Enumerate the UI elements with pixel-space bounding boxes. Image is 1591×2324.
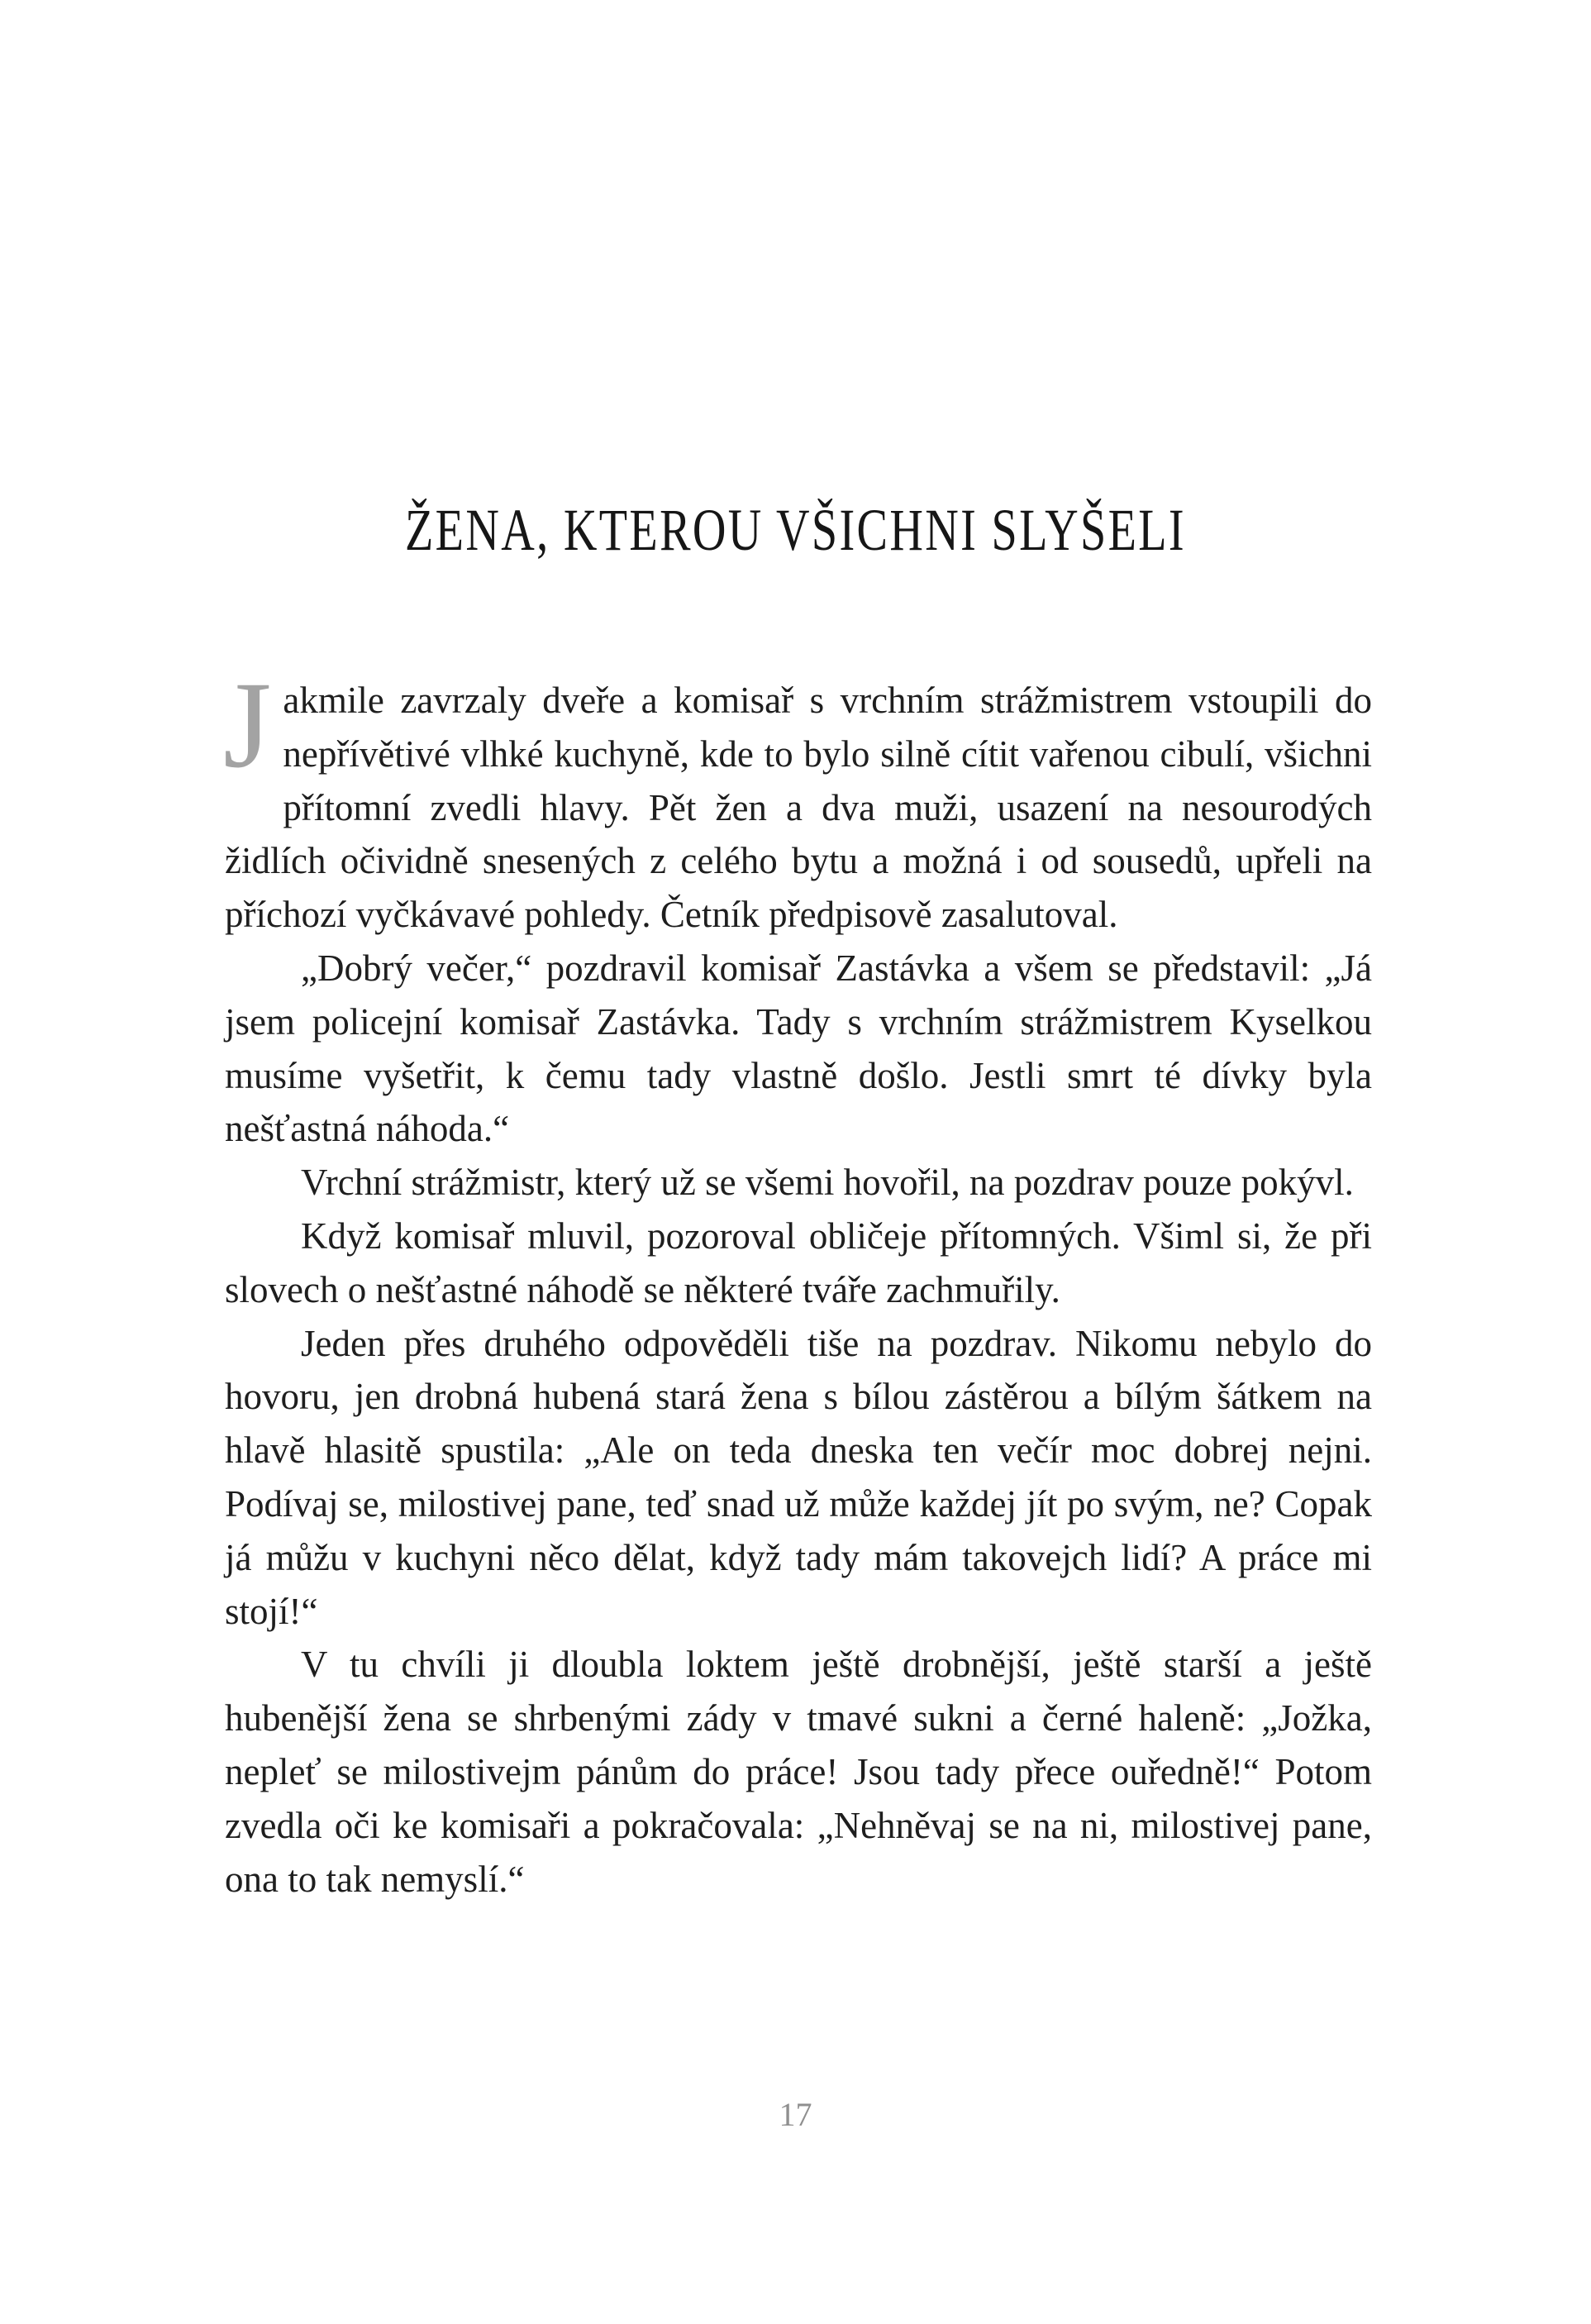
paragraph-6: V tu chvíli ji dloubla loktem ještě drobnější, ještě starší a ještě hubenější žena se shrbenými zády v tmavé sukni a černé haleně: „Jožka, nepleť se milostivejm pánům do práce! Jsou tady přece ouředně!“ Potom zvedla oči ke komisaři a pokračovala: „Nehněvaj se na ni, milostivej pane, ona to tak nemyslí.“: [225, 1644, 1372, 1900]
paragraph-4: Když komisař mluvil, pozoroval obličeje přítomných. Všiml si, že při slovech o nešťastné náhodě se některé tváře zachmuřily.: [225, 1214, 1372, 1310]
drop-cap: J: [223, 656, 272, 794]
paragraph-1-text: akmile zavrzaly dveře a komisař s vrchním strážmistrem vstoupili do nepřívětivé vlhké kuchyně, kde to bylo silně cítit vařenou cibulí, všichni přítomní zvedli hlavy. Pět žen a dva muži, usazení na nesourodých židlích očividně snesených z celého bytu a možná i od sousedů, upřeli na příchozí vyčkávavé pohledy. Četník předpisově zasalutoval.: [225, 680, 1372, 936]
page-number: 17: [779, 2096, 812, 2133]
paragraph-2: „Dobrý večer,“ pozdravil komisař Zastávka a všem se představil: „Já jsem policejní komisař Zastávka. Tady s vrchním strážmistrem Kyselkou musíme vyšetřit, k čemu tady vlastně došlo. Jestli smrt té dívky byla nešťastná náhoda.“: [225, 947, 1372, 1150]
chapter-title: ŽENA, KTEROU VŠICHNI SLYŠELI: [405, 497, 1186, 563]
chapter-body: [223, 656, 1372, 1906]
paragraph-5: Jeden přes druhého odpověděli tiše na pozdrav. Nikomu nebylo do hovoru, jen drobná hubená stará žena s bílou zástěrou a bílým šátkem na hlavě hlasitě spustila: „Ale on teda dneska ten večír moc dobrej nejni. Podívaj se, milostivej pane, teď snad už může každej jít po svým, ne? Copak já můžu v kuchyni něco dělat, když tady mám takovejch lidí? A práce mi stojí!“: [225, 1322, 1372, 1632]
paragraph-1: [223, 656, 1372, 942]
paragraph-3: Vrchní strážmistr, který už se všemi hovořil, na pozdrav pouze pokývl.: [301, 1162, 1354, 1204]
